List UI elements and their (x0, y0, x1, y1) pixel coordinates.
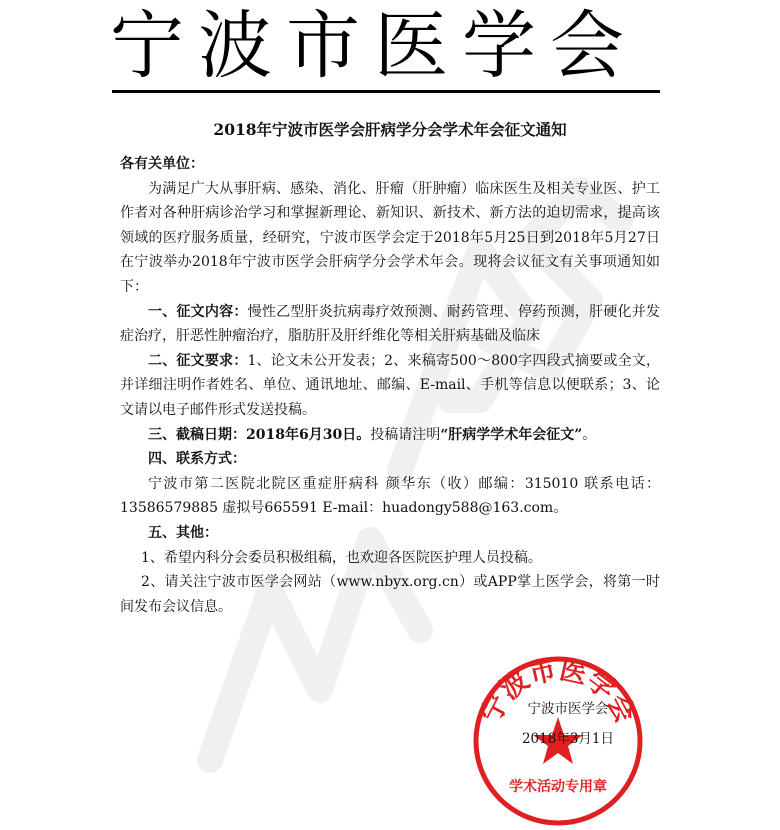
other-item: 1、希望内科分会委员积极组稿，也欢迎各医院医护理人员投稿。 (141, 549, 542, 566)
signature-date: 2018年3月1日 (521, 731, 615, 747)
section-content-heading: 一、征文内容： (148, 303, 248, 320)
section-content (120, 300, 660, 349)
section-content-text: 慢性乙型肝炎抗病毒疗效预测、耐药管理、停药预测，肝硬化并发症治疗，肝恶性肿瘤治疗，脂肪肝及肝纤维化等相关肝病基础及临床 (120, 303, 661, 345)
signature-org: 宁波市医学会 (527, 701, 609, 717)
signature-block (493, 694, 643, 754)
letterhead-org-name: 宁波市医学会 (110, 3, 638, 89)
notice-body (120, 152, 660, 619)
section-deadline-note-suffix: 。 (582, 426, 597, 443)
section-deadline-note-quote: “肝病学学术年会征文” (440, 426, 583, 443)
section-requirements-heading: 二、征文要求： (148, 352, 248, 369)
intro-paragraph: 为满足广大从事肝病、感染、消化、肝瘤（肝肿瘤）临床医生及相关专业医、护工作者对各种肝病诊治学习和掌握新理论、新知识、新技术、新方法的迫切需求，提高该领域的医疗服务质量，经研究，宁波市医学会定于2018年5月25日到2018年5月27日在宁波举办2018年宁波市医学会肝病学分会学术年会。现将会议征文有关事项通知如下： (120, 180, 660, 295)
seal-arc-text: 宁波市医学会 (475, 655, 641, 728)
section-contact-text: 宁波市第二医院北院区重症肝病科 颜华东（收）邮编：315010 联系电话：13586579885 虚拟号665591 E-mail：huadongy588@163.com。 (120, 475, 660, 517)
section-other-heading: 五、其他： (148, 524, 218, 541)
section-deadline-heading: 三、截稿日期： (148, 426, 246, 443)
section-requirements-text: 1、论文未公开发表；2、来稿寄500～800字四段式摘要或全文，并详细注明作者姓名、单位、通讯地址、邮编、E-mail、手机等信息以便联系；3、论文请以电子邮件形式发送投稿。 (120, 352, 660, 418)
salutation: 各有关单位： (120, 156, 204, 172)
notice-title: 2018年宁波市医学会肝病学分会学术年会征文通知 (213, 120, 567, 139)
section-requirements (120, 349, 660, 423)
section-contact-heading: 四、联系方式： (148, 451, 246, 468)
section-deadline-note-prefix: 投稿请注明 (370, 426, 441, 443)
seal-bottom-text: 学术活动专用章 (509, 779, 607, 795)
other-item: 2、请关注宁波市医学会网站（www.nbyx.org.cn）或APP掌上医学会，将第一时间发布会议信息。 (120, 574, 660, 615)
letterhead-rule (112, 90, 660, 93)
section-deadline (120, 423, 660, 448)
section-deadline-date: 2018年6月30日。 (246, 426, 371, 443)
